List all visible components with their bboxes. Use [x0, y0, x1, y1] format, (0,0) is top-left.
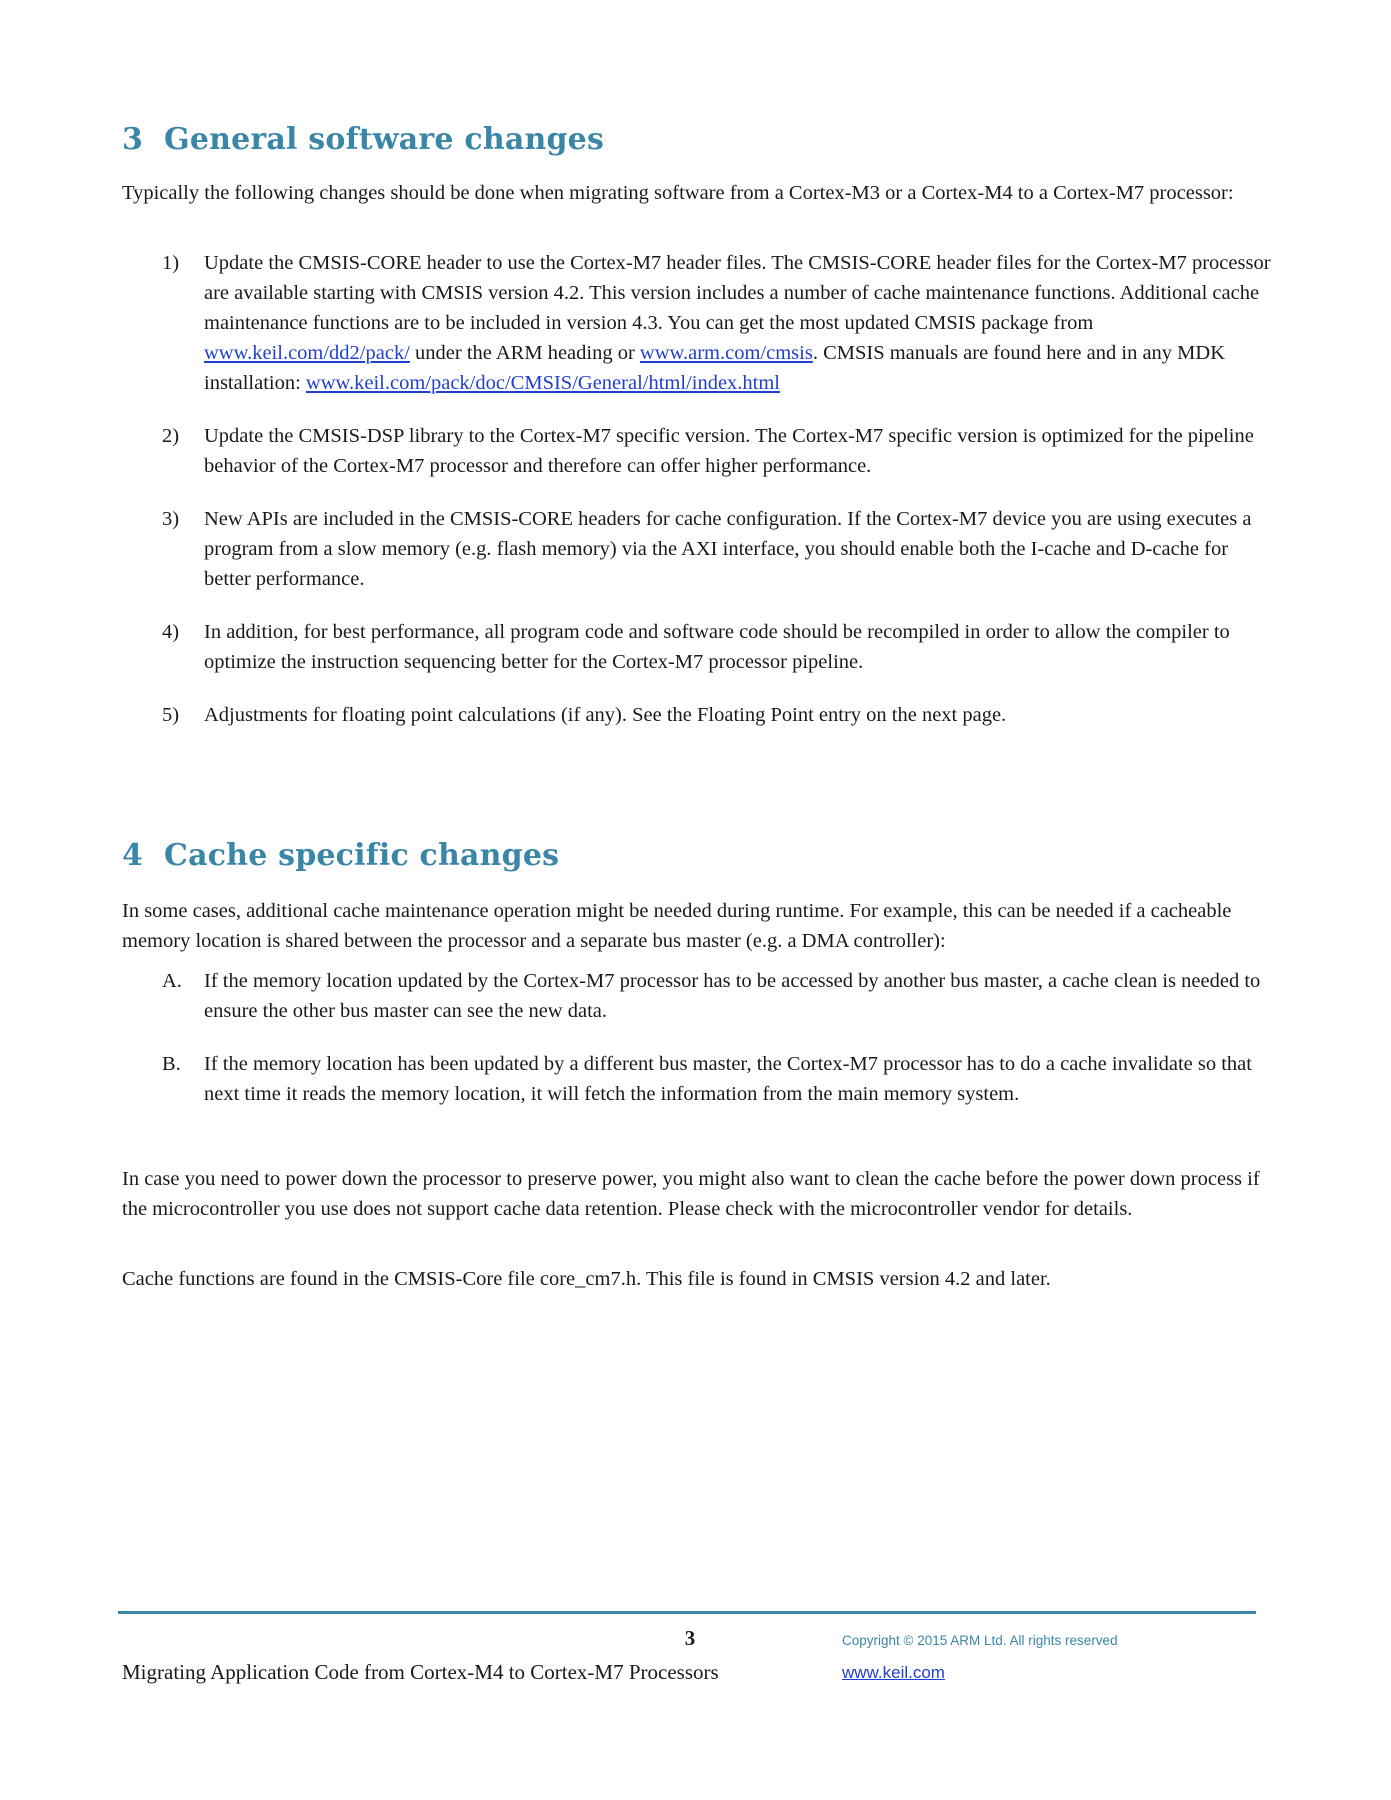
list-item	[122, 617, 1272, 677]
list-item-text: Adjustments for floating point calculations (if any). See the Floating Point entry on the next page.	[204, 704, 1007, 726]
power-down-paragraph: In case you need to power down the processor to preserve power, you might also want to clean the cache before the power down process if the microcontroller you use does not support cache data retention. Please check with the microcontroller vendor for details.	[122, 1168, 1260, 1220]
section-3-title: General software changes	[164, 122, 605, 157]
list-marker: 2)	[162, 425, 180, 447]
list-marker: 1)	[162, 252, 180, 274]
section-4-title: Cache specific changes	[164, 838, 560, 873]
list-marker: 5)	[162, 704, 180, 726]
footer-divider	[118, 1611, 1256, 1614]
section-4-list	[122, 966, 1272, 1132]
keil-pack-link[interactable]: www.keil.com/dd2/pack/	[204, 342, 410, 364]
section-3-list	[122, 248, 1272, 753]
list-item-text: If the memory location has been updated by a different bus master, the Cortex-M7 processor has to do a cache invalidate so that next time it reads the memory location, it will fetch the information from the main memory system.	[204, 1053, 1252, 1105]
list-item-text: Update the CMSIS-DSP library to the Cortex-M7 specific version. The Cortex-M7 specific version is optimized for the pipeline behavior of the Cortex-M7 processor and therefore can offer higher performance.	[204, 425, 1254, 477]
arm-cmsis-link[interactable]: www.arm.com/cmsis	[639, 342, 813, 364]
section-3-intro: Typically the following changes should be done when migrating software from a Cortex-M3 or a Cortex-M4 to a Cortex-M7 processor:	[122, 182, 1234, 204]
section-3-heading	[122, 122, 604, 157]
list-item-text: under the ARM heading or	[409, 342, 640, 364]
section-4-heading	[122, 838, 559, 873]
page-number: 3	[684, 1626, 696, 1650]
section-3-number: 3	[122, 122, 144, 157]
list-item	[122, 966, 1272, 1026]
list-item	[122, 248, 1272, 398]
cache-functions-paragraph: Cache functions are found in the CMSIS-Core file core_cm7.h. This file is found in CMSIS version 4.2 and later.	[122, 1268, 1051, 1290]
list-item	[122, 700, 1272, 730]
section-4-intro: In some cases, additional cache maintenance operation might be needed during runtime. For example, this can be needed if a cacheable memory location is shared between the processor and a separate bus master (e.g. a DMA controller):	[122, 900, 1232, 952]
keil-website-link[interactable]: www.keil.com	[842, 1663, 945, 1682]
list-item-text: New APIs are included in the CMSIS-CORE headers for cache configuration. If the Cortex-M7 device you are using executes a program from a slow memory (e.g. flash memory) via the AXI interface, you should enable both the I-cache and D-cache for better performance.	[204, 508, 1252, 590]
list-item	[122, 1049, 1272, 1109]
list-item-text: Update the CMSIS-CORE header to use the Cortex-M7 header files. The CMSIS-CORE header files for the Cortex-M7 processor are available starting with CMSIS version 4.2. This version includes a number of cache maintenance functions. Additional cache maintenance functions are to be included in version 4.3. You can get the most updated CMSIS package from	[204, 252, 1271, 334]
list-item	[122, 504, 1272, 594]
list-marker: 4)	[162, 621, 180, 643]
list-item-text: In addition, for best performance, all program code and software code should be recompiled in order to allow the compiler to optimize the instruction sequencing better for the Cortex-M7 processor pipeline.	[204, 621, 1230, 673]
section-4-number: 4	[122, 838, 144, 873]
list-item-text: . CMSIS manuals are found here and in any MDK installation:	[204, 342, 1226, 394]
list-marker: 3)	[162, 508, 180, 530]
copyright-notice: Copyright © 2015 ARM Ltd. All rights reserved	[842, 1633, 1118, 1648]
footer-document-title: Migrating Application Code from Cortex-M4 to Cortex-M7 Processors	[122, 1660, 719, 1684]
cmsis-docs-link[interactable]: www.keil.com/pack/doc/CMSIS/General/html/index.html	[305, 372, 781, 394]
list-marker: A.	[162, 970, 182, 992]
list-item	[122, 421, 1272, 481]
list-marker: B.	[162, 1053, 181, 1075]
list-item-text: If the memory location updated by the Cortex-M7 processor has to be accessed by another bus master, a cache clean is needed to ensure the other bus master can see the new data.	[204, 970, 1261, 1022]
